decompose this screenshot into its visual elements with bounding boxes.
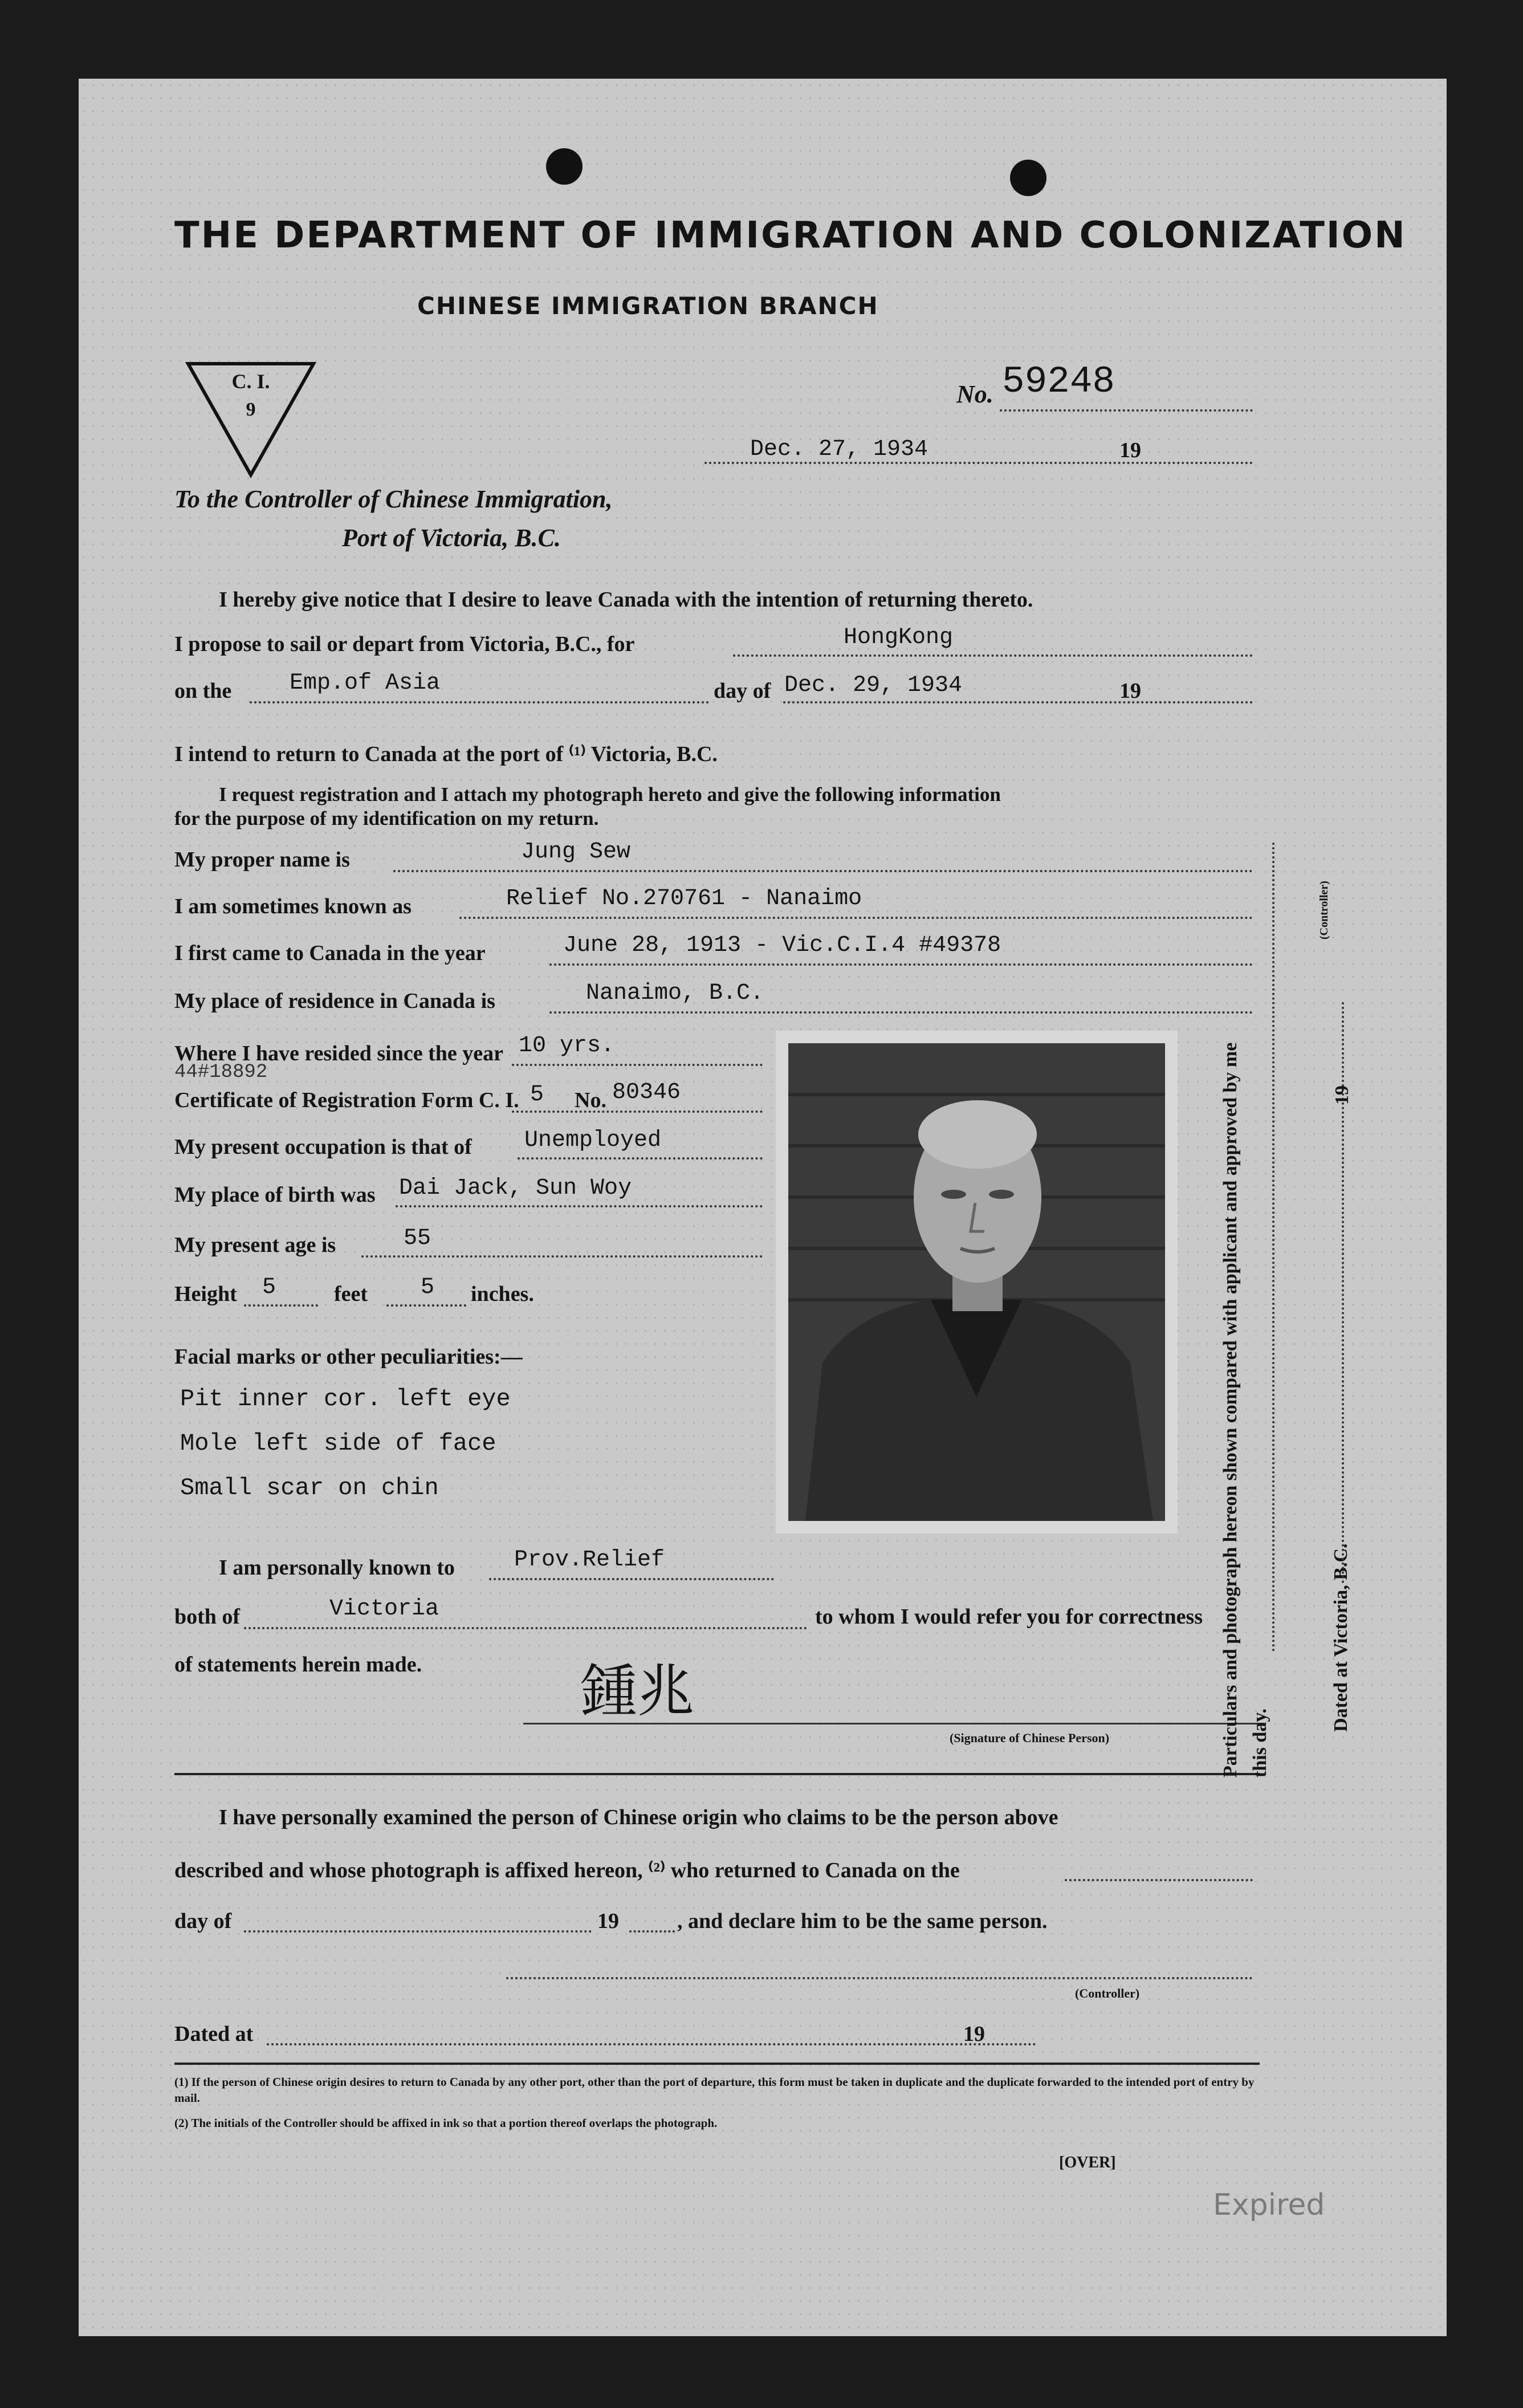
form-code-line2: 9	[246, 399, 256, 420]
side-dotted-line	[1272, 843, 1278, 1652]
dotted-line	[629, 1930, 675, 1933]
side-controller-caption: (Controller)	[1318, 881, 1330, 939]
section-divider	[174, 1773, 1260, 1775]
request-line1: I request registration and I attach my photograph hereto and give the following information	[219, 783, 1001, 806]
dotted-line	[506, 1977, 1253, 1979]
height-label: Height	[174, 1282, 237, 1306]
facial-mark-3: Small scar on chin	[180, 1474, 439, 1502]
date-year-prefix: 19	[1119, 438, 1141, 462]
page-subtitle: CHINESE IMMIGRATION BRANCH	[417, 292, 879, 320]
dotted-line	[244, 1627, 807, 1629]
known-to-label: I am personally known to	[219, 1556, 455, 1580]
day-of-label: day of	[714, 679, 771, 703]
document-page	[79, 79, 1447, 2336]
signature-line	[523, 1723, 1264, 1724]
dated-year-prefix: 19	[963, 2022, 985, 2046]
dotted-line	[396, 1205, 763, 1207]
expired-stamp: Expired	[1213, 2188, 1325, 2222]
dotted-line	[361, 1255, 763, 1258]
side-this-day: this day.	[1249, 1709, 1270, 1777]
birth-label: My place of birth was	[174, 1183, 376, 1207]
exam-day-label: day of	[174, 1909, 232, 1933]
dotted-line	[267, 2043, 1036, 2045]
birth-place: Dai Jack, Sun Woy	[399, 1175, 632, 1201]
certificate-no: 80346	[612, 1080, 681, 1105]
notice-text: I hereby give notice that I desire to leave Canada with the intention of returning thereto.	[219, 588, 1033, 612]
certificate-no-label: No.	[575, 1088, 606, 1112]
first-came: June 28, 1913 - Vic.C.I.4 #49378	[563, 933, 1001, 958]
resided-label: Where I have resided since the year	[174, 1042, 503, 1065]
dotted-line	[459, 917, 1253, 919]
signature-caption: (Signature of Chinese Person)	[950, 1731, 1110, 1745]
first-came-label: I first came to Canada in the year	[174, 941, 486, 965]
dotted-line	[549, 963, 1253, 966]
dotted-line	[783, 701, 1253, 703]
resided: 10 yrs.	[519, 1033, 615, 1059]
page-title: THE DEPARTMENT OF IMMIGRATION AND COLONIZATION	[174, 214, 1407, 257]
facial-label: Facial marks or other peculiarities:—	[174, 1345, 523, 1369]
dotted-line	[733, 654, 1253, 657]
dotted-line	[512, 1111, 763, 1113]
dotted-line	[705, 462, 1253, 464]
dated-at-label: Dated at	[174, 2022, 254, 2046]
facial-mark-2: Mole left side of face	[180, 1430, 496, 1457]
dotted-line	[549, 1011, 1253, 1014]
exam-line2: described and whose photograph is affixed hereon, ⁽²⁾ who returned to Canada on the	[174, 1858, 960, 1882]
dotted-line	[393, 870, 1253, 872]
dotted-line	[1000, 409, 1253, 412]
occupation: Unemployed	[524, 1128, 662, 1153]
punch-hole	[546, 148, 583, 185]
side-particulars: Particulars and photograph hereon shown compared with applicant and approved by me	[1220, 1042, 1241, 1777]
exam-declare: , and declare him to be the same person.	[677, 1909, 1048, 1933]
exam-year-prefix: 19	[597, 1909, 619, 1933]
number-label: No.	[956, 380, 993, 408]
dotted-line	[250, 701, 709, 703]
certificate-form: 5	[530, 1082, 544, 1108]
address-line2: Port of Victoria, B.C.	[342, 524, 561, 552]
height-inches: 5	[421, 1275, 435, 1300]
age-label: My present age is	[174, 1233, 336, 1257]
controller-caption: (Controller)	[1075, 1986, 1140, 2000]
statements-label: of statements herein made.	[174, 1653, 422, 1677]
both-of-value: Victoria	[329, 1596, 439, 1622]
on-the-label: on the	[174, 679, 232, 703]
chinese-signature: 鍾兆	[580, 1658, 694, 1724]
resided-note: 44#18892	[174, 1061, 268, 1083]
residence: Nanaimo, B.C.	[586, 981, 764, 1006]
proper-name: Jung Sew	[521, 839, 631, 865]
footnote-1: (1) If the person of Chinese origin desires to return to Canada by any other port, other than the port of departure, this form must be taken in duplicate and the duplicate forwarded to the intended port of entry by mail.	[174, 2075, 1255, 2105]
dotted-line	[244, 1930, 592, 1933]
punch-hole	[1010, 160, 1046, 196]
known-as-label: I am sometimes known as	[174, 894, 412, 918]
request-line2: for the purpose of my identification on my return.	[174, 807, 599, 829]
dotted-line	[518, 1157, 763, 1160]
address-line1: To the Controller of Chinese Immigration,	[174, 485, 613, 513]
proper-name-label: My proper name is	[174, 848, 350, 872]
certificate-label: Certificate of Registration Form C. I.	[174, 1088, 519, 1112]
side-dated: Dated at Victoria, B.C.	[1330, 1543, 1351, 1732]
return-port-text: I intend to return to Canada at the port of ⁽¹⁾ Victoria, B.C.	[174, 742, 718, 766]
residence-label: My place of residence in Canada is	[174, 989, 495, 1013]
dotted-line	[244, 1304, 318, 1307]
footnote-2: (2) The initials of the Controller should be affixed in ink so that a portion thereof overlaps the photograph.	[174, 2116, 718, 2130]
known-as: Relief No.270761 - Nanaimo	[506, 886, 862, 912]
dotted-line	[512, 1064, 763, 1066]
known-to: Prov.Relief	[514, 1547, 665, 1573]
sail-label: I propose to sail or depart from Victoria, B.C., for	[174, 632, 635, 656]
applicant-photograph	[776, 1031, 1178, 1534]
dotted-line	[489, 1578, 774, 1580]
age: 55	[404, 1226, 431, 1251]
form-code-line1: C. I.	[231, 370, 270, 393]
depart-year-prefix: 19	[1119, 679, 1141, 703]
occupation-label: My present occupation is that of	[174, 1135, 472, 1159]
dotted-line	[1065, 1879, 1253, 1881]
section-divider	[174, 2063, 1260, 2065]
portrait-image	[788, 1043, 1165, 1521]
exam-line1: I have personally examined the person of Chinese origin who claims to be the person above	[219, 1805, 1058, 1829]
depart-date: Dec. 29, 1934	[784, 673, 963, 698]
dotted-line	[386, 1304, 466, 1307]
over-mark: [OVER]	[1059, 2154, 1116, 2171]
height-feet: 5	[262, 1275, 276, 1300]
facial-mark-1: Pit inner cor. left eye	[180, 1385, 511, 1413]
side-year-prefix: 19	[1331, 1085, 1353, 1105]
form-number: 59248	[1002, 360, 1115, 403]
feet-label: feet	[334, 1282, 368, 1306]
form-date: Dec. 27, 1934	[750, 437, 929, 462]
inches-label: inches.	[471, 1282, 534, 1306]
both-of-label: both of	[174, 1605, 241, 1629]
vessel-name: Emp.of Asia	[290, 670, 441, 696]
destination: HongKong	[844, 625, 954, 650]
refer-label: to whom I would refer you for correctness	[815, 1605, 1203, 1629]
